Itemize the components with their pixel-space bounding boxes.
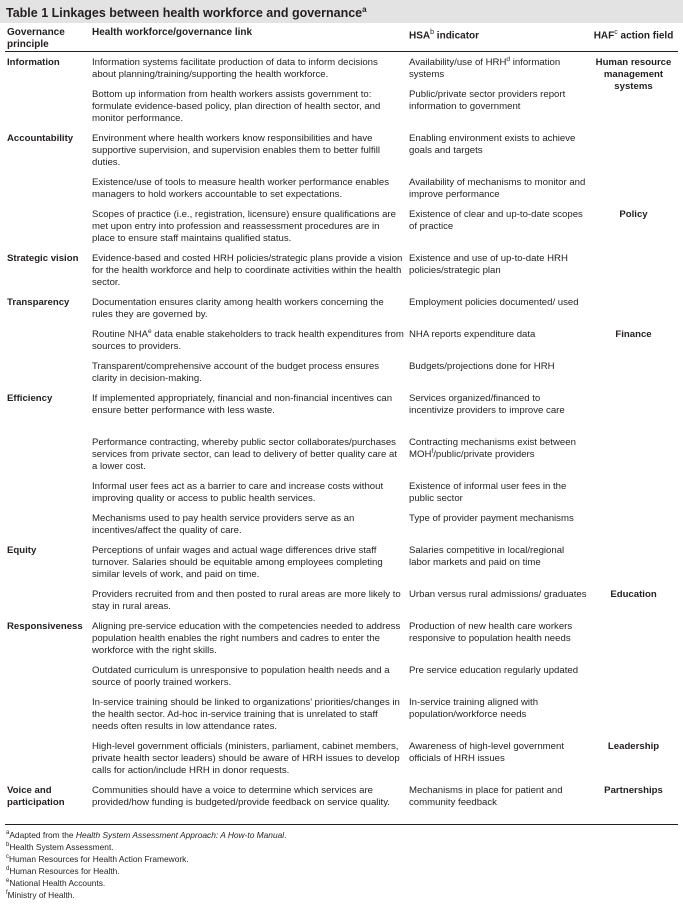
indicator-cell: In-service training aligned with population/workforce needs: [409, 697, 539, 721]
link-cell: Evidence-based and costed HRH policies/strategic plans provide a vision for the health workforce and help to coordinate activities within the health sector.: [92, 253, 403, 289]
link-cell: Transparent/comprehensive account of the budget process ensures clarity in decision-making.: [92, 361, 380, 385]
link-cell: Aligning pre-service education with the competencies needed to address population health enables the right numbers and cadres to enter the workforce with the right skills.: [92, 621, 401, 657]
action-field-partnerships: Partnerships: [604, 785, 663, 796]
principle-strategic-vision: Strategic vision: [7, 253, 79, 264]
indicator-cell: Existence of informal user fees in the public sector: [409, 481, 567, 505]
indicator-cell: Urban versus rural admissions/ graduates: [409, 589, 587, 600]
action-field-hr-management: Human resource management systems: [595, 57, 672, 93]
indicator-cell: Salaries competitive in local/regional labor markets and paid on time: [409, 545, 565, 569]
link-cell: Existence/use of tools to measure health worker performance enables managers to hold workers accountable to set expectations.: [92, 177, 390, 201]
link-cell: If implemented appropriately, financial and non-financial incentives can ensure better performance with less waste.: [92, 393, 393, 417]
action-field-education: Education: [610, 589, 657, 600]
action-field-leadership: Leadership: [607, 741, 660, 752]
header-principle: Governance principle: [7, 27, 65, 50]
principle-voice-participation: Voice and participation: [7, 785, 65, 809]
footnote-d: $^d$Human Resources for Health.: [6, 865, 120, 876]
indicator-cell: Pre service education regularly updated: [409, 665, 579, 676]
link-cell: Environment where health workers know responsibilities and have supportive supervision, and supervision enables them to better fulfill duties.: [92, 133, 380, 169]
link-cell: Outdated curriculum is unresponsive to population health needs and a source of poorly trained workers.: [92, 665, 390, 689]
link-cell: High-level government officials (ministers, parliament, cabinet members, private health sector leaders) should be aware of HRH issues to develop calls for action/include HRH in donor requests.: [92, 741, 400, 777]
footnote-e: $^e$National Health Accounts.: [6, 877, 106, 888]
header-rule: [5, 51, 678, 52]
principle-transparency: Transparency: [7, 297, 70, 308]
link-cell: Scopes of practice (i.e., registration, licensure) ensure qualifications are met upon entry into profession and reassessment procedures are in place to ensure staff maintains qualified status.: [92, 209, 396, 245]
indicator-cell: Enabling environment exists to achieve goals and targets: [409, 133, 576, 157]
indicator-cell: Availability of mechanisms to monitor and improve performance: [409, 177, 586, 201]
indicator-cell: Awareness of high-level government officials of HRH issues: [409, 741, 565, 765]
link-cell: Informal user fees act as a barrier to care and increase costs without improving quality or access to public health services.: [92, 481, 384, 505]
principle-responsiveness: Responsiveness: [7, 621, 83, 632]
link-cell: In-service training should be linked to organizations’ priorities/changes in the health sector. Ad-hoc in-service training that is unrelated to staff needs often results in low attendance rates.: [92, 697, 400, 733]
link-cell-nha: Routine NHA$^e$ data enable stakeholders to track health expenditures from sources to providers.: [92, 327, 404, 353]
footnote-a: $^a$Adapted from the Health System Assessment Approach: A How-to Manual.: [6, 829, 287, 840]
indicator-cell-moh: Contracting mechanisms exist between MOH$^f$/public/private providers: [409, 437, 576, 461]
indicator-cell: Public/private sector providers report information to government: [409, 89, 566, 113]
principle-efficiency: Efficiency: [7, 393, 53, 404]
link-cell: Communities should have a voice to determine which services are provided/how funding is budgeted/provide feedback on service quality.: [92, 785, 390, 809]
footnote-f: $^f$Ministry of Health.: [6, 889, 75, 900]
principle-accountability: Accountability: [7, 133, 74, 144]
header-hsa: HSA$^b$ indicator: [409, 29, 480, 42]
footer-rule: [5, 824, 678, 825]
link-cell: Perceptions of unfair wages and actual wage differences drive staff turnover. Salaries should be equitable among employees completing similar levels of work, and paid on time.: [92, 545, 383, 581]
link-cell: Mechanisms used to pay health service providers serve as an incentives/affect the quality of care.: [92, 513, 355, 537]
indicator-cell: NHA reports expenditure data: [409, 329, 536, 340]
link-cell: Documentation ensures clarity among health workers concerning the rules they are governed by.: [92, 297, 384, 321]
principle-equity: Equity: [7, 545, 37, 556]
header-haf: HAF$^c$ action field: [593, 29, 674, 42]
principle-information: Information: [7, 57, 60, 68]
link-cell: Providers recruited from and then posted to rural areas are more likely to stay in rural areas.: [92, 589, 401, 613]
link-cell: Bottom up information from health workers assists government to: formulate evidence-based policy, plan direction of health sector, and monitor performance.: [92, 89, 381, 125]
indicator-cell-hrh: Availability/use of HRH$^d$ information systems: [409, 55, 561, 81]
indicator-cell: Existence and use of up-to-date HRH policies/strategic plan: [409, 253, 568, 277]
indicator-cell: Existence of clear and up-to-date scopes of practice: [409, 209, 583, 233]
indicator-cell: Budgets/projections done for HRH: [409, 361, 555, 372]
header-link: Health workforce/governance link: [92, 27, 253, 38]
footnote-b: $^b$Health System Assessment.: [6, 841, 114, 852]
action-field-finance: Finance: [615, 329, 652, 340]
footnote-c: $^c$Human Resources for Health Action Framework.: [6, 853, 189, 864]
indicator-cell: Type of provider payment mechanisms: [409, 513, 574, 524]
link-cell: Information systems facilitate production of data to inform decisions about planning/training/supporting the health workforce.: [92, 57, 378, 81]
link-cell: Performance contracting, whereby public sector collaborates/purchases services from private sector, can lead to delivery of better quality care at a lower cost.: [92, 437, 398, 473]
table-title: Table 1 Linkages between health workforce and governance$^a$: [6, 5, 367, 21]
indicator-cell: Mechanisms in place for patient and community feedback: [409, 785, 563, 809]
action-field-policy: Policy: [619, 209, 648, 220]
indicator-cell: Services organized/financed to incentivize providers to improve care: [409, 393, 565, 417]
indicator-cell: Employment policies documented/ used: [409, 297, 579, 308]
indicator-cell: Production of new health care workers responsive to population health needs: [409, 621, 573, 645]
